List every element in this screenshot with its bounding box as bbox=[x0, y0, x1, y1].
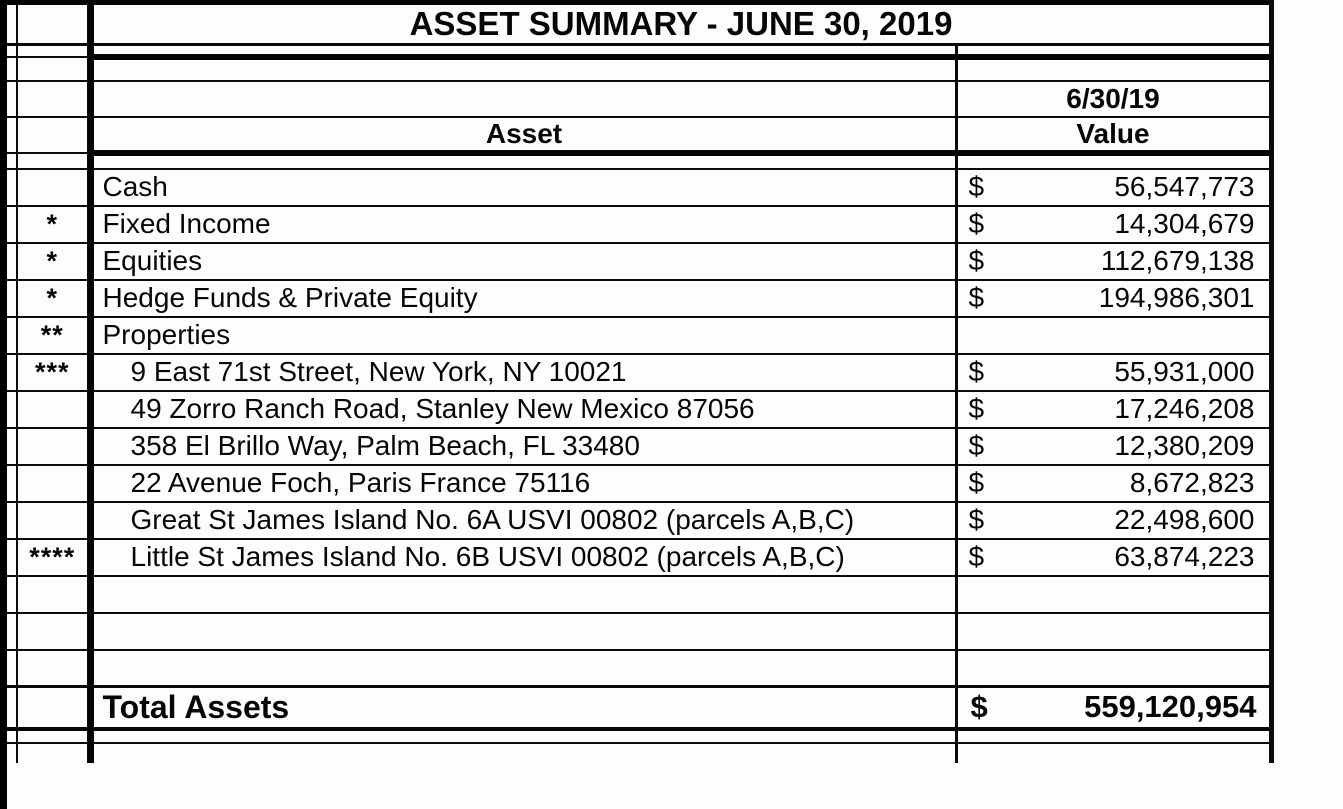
footnote-marker: ** bbox=[17, 317, 90, 354]
asset-value: 55,931,000 bbox=[1114, 356, 1255, 387]
asset-name: Little St James Island No. 6B USVI 00802 (parcels A,B,C) bbox=[90, 539, 956, 576]
table-row-zorro-ranch bbox=[7, 391, 1271, 428]
empty-row bbox=[7, 576, 1271, 613]
total-assets-row bbox=[7, 687, 1271, 729]
asset-value: 14,304,679 bbox=[1114, 208, 1255, 239]
cut-off-row bbox=[7, 743, 1271, 763]
asset-value: 8,672,823 bbox=[1129, 467, 1255, 498]
currency-symbol: $ bbox=[968, 208, 985, 239]
spacer-row bbox=[7, 729, 1271, 743]
asset-value: 194,986,301 bbox=[1098, 282, 1255, 313]
column-header-row bbox=[7, 117, 1271, 153]
footnote-marker: *** bbox=[17, 354, 90, 391]
margin-cell bbox=[17, 3, 90, 45]
table-row-hedge-funds bbox=[7, 280, 1271, 317]
table-row-cash bbox=[7, 169, 1271, 206]
currency-symbol: $ bbox=[968, 282, 985, 313]
total-assets-label: Total Assets bbox=[90, 687, 956, 729]
table-row-9-east-71st bbox=[7, 354, 1271, 391]
asset-value: 17,246,208 bbox=[1114, 393, 1255, 424]
footnote-marker bbox=[17, 465, 90, 502]
currency-symbol: $ bbox=[970, 689, 988, 725]
asset-name: 9 East 71st Street, New York, NY 10021 bbox=[90, 354, 956, 391]
asset-summary-table bbox=[7, 0, 1274, 763]
spacer-row bbox=[7, 153, 1271, 169]
currency-symbol: $ bbox=[968, 467, 985, 498]
spacer-row bbox=[7, 57, 1271, 81]
value-column-header: Value bbox=[956, 117, 1271, 153]
footnote-marker bbox=[17, 428, 90, 465]
spacer-row bbox=[7, 45, 1271, 57]
asset-name: Properties bbox=[90, 317, 956, 354]
margin-cell bbox=[7, 3, 17, 45]
asset-name: 49 Zorro Ranch Road, Stanley New Mexico 87056 bbox=[90, 391, 956, 428]
total-assets-value: 559,120,954 bbox=[1084, 689, 1257, 725]
footnote-marker bbox=[17, 391, 90, 428]
title-row bbox=[7, 3, 1271, 45]
currency-symbol: $ bbox=[968, 356, 985, 387]
currency-symbol: $ bbox=[968, 171, 985, 202]
table-row-avenue-foch bbox=[7, 465, 1271, 502]
asset-name: Equities bbox=[90, 243, 956, 280]
empty-row bbox=[7, 650, 1271, 687]
footnote-marker: * bbox=[17, 243, 90, 280]
asset-name: Cash bbox=[90, 169, 956, 206]
asset-name: Great St James Island No. 6A USVI 00802 (parcels A,B,C) bbox=[90, 502, 956, 539]
footnote-marker: * bbox=[17, 206, 90, 243]
empty-row bbox=[7, 613, 1271, 650]
asset-value: 63,874,223 bbox=[1114, 541, 1255, 572]
asset-value: 22,498,600 bbox=[1114, 504, 1255, 535]
footnote-marker: * bbox=[17, 280, 90, 317]
table-row-great-st-james bbox=[7, 502, 1271, 539]
asset-name: Hedge Funds & Private Equity bbox=[90, 280, 956, 317]
page-title: ASSET SUMMARY - JUNE 30, 2019 bbox=[90, 3, 1271, 45]
currency-symbol: $ bbox=[968, 393, 985, 424]
scan-left-edge bbox=[0, 0, 7, 809]
asset-value: 56,547,773 bbox=[1114, 171, 1255, 202]
currency-symbol: $ bbox=[968, 541, 985, 572]
date-header: 6/30/19 bbox=[956, 81, 1271, 117]
asset-column-header: Asset bbox=[90, 117, 956, 153]
footnote-marker bbox=[17, 502, 90, 539]
asset-name: Fixed Income bbox=[90, 206, 956, 243]
asset-name: 22 Avenue Foch, Paris France 75116 bbox=[90, 465, 956, 502]
table-row-el-brillo bbox=[7, 428, 1271, 465]
date-header-row bbox=[7, 81, 1271, 117]
asset-value: 12,380,209 bbox=[1114, 430, 1255, 461]
currency-symbol: $ bbox=[968, 504, 985, 535]
currency-symbol: $ bbox=[968, 245, 985, 276]
table-row-properties bbox=[7, 317, 1271, 354]
table-row-equities bbox=[7, 243, 1271, 280]
currency-symbol: $ bbox=[968, 430, 985, 461]
asset-name: 358 El Brillo Way, Palm Beach, FL 33480 bbox=[90, 428, 956, 465]
table-row-little-st-james bbox=[7, 539, 1271, 576]
table-row-fixed-income bbox=[7, 206, 1271, 243]
asset-value: 112,679,138 bbox=[1100, 245, 1255, 276]
footnote-marker: **** bbox=[17, 539, 90, 576]
footnote-marker bbox=[17, 169, 90, 206]
